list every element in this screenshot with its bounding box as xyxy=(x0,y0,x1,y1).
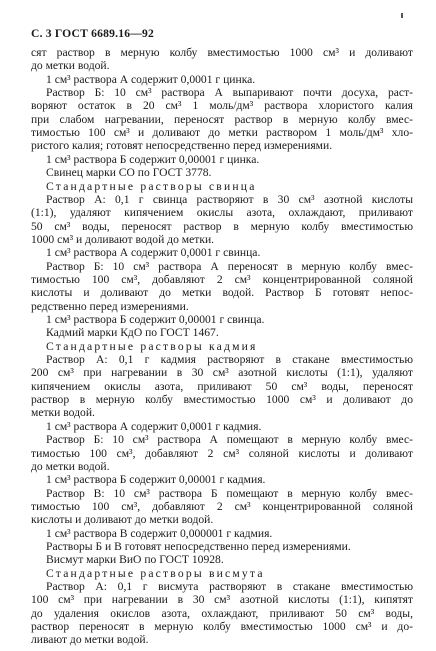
text-line: Раствор Б: 10 см³ раствора А выпаривают почти досуха, раст- xyxy=(46,86,413,99)
text-line: Раствор В: 10 см³ раствора Б помещают в мерную колбу вмес- xyxy=(46,486,413,500)
text-line: воряют остаток в 20 см³ 1 моль/дм³ раствора хлористого калия xyxy=(31,99,413,113)
text-line: 1 см³ раствора Б содержит 0,00001 г кадмия. xyxy=(46,473,266,487)
text-line: Висмут марки ВиО по ГОСТ 10928. xyxy=(46,553,224,567)
text-line: метки водой. xyxy=(31,406,95,420)
text-line: Раствор Б: 10 см³ раствора А помещают в мерную колбу вмес- xyxy=(46,433,413,447)
page-header: С. 3 ГОСТ 6689.16—92 xyxy=(31,27,154,40)
text-line: 200 см³ при нагревании в 30 см³ азотной кислоты (1:1), удаляют xyxy=(31,366,413,380)
text-line: при слабом нагревании, переносят раствор в мерную колбу вмес- xyxy=(31,112,413,126)
text-line: 100 см³ при нагревании в 30 см³ азотной кислоты (1:1), кипятят xyxy=(31,593,413,607)
text-line: 1 см³ раствора Б содержит 0,00001 г цинка. xyxy=(46,152,260,166)
text-line: Раствор А: 0,1 г свинца растворяют в 30 см³ азотной кислоты xyxy=(46,192,413,206)
text-line: тимостью 100 см³, добавляют 2 см³ концентрированной соляной xyxy=(31,272,413,286)
text-line: кипячением окислы азота, приливают 50 см³ воды, переносят xyxy=(31,379,413,393)
text-line: Раствор Б: 10 см³ раствора А переносят в мерную колбу вмес- xyxy=(46,259,413,273)
text-line: Раствор А: 0,1 г висмута растворяют в стакане вместимостью xyxy=(46,580,413,593)
text-line: сят раствор в мерную колбу вместимостью 1000 см³ и доливают xyxy=(31,46,413,59)
text-line: (1:1), удаляют кипячением окислы азота, охлаждают, приливают xyxy=(31,206,413,220)
text-line: Свинец марки СО по ГОСТ 3778. xyxy=(46,166,212,180)
text-line: до метки водой. xyxy=(31,59,110,73)
section-heading-стандартные-растворы-кадмия: Стандартные растворы кадмия xyxy=(46,339,258,353)
text-line: 1 см³ раствора А содержит 0,0001 г цинка. xyxy=(46,72,256,86)
text-line: тимостью 100 см³, добавляют 2 см³ концентрированной соляной xyxy=(31,499,413,513)
section-heading-стандартные-растворы-висмута: Стандартные растворы висмута xyxy=(46,566,265,580)
text-line: 1 см³ раствора А содержит 0,0001 г свинца. xyxy=(46,246,261,260)
text-line: 1 см³ раствора Б содержит 0,00001 г свинца. xyxy=(46,313,265,326)
text-line: ливают до метки водой. xyxy=(31,633,149,647)
text-line: Растворы Б и В готовят непосредственно перед измерениями. xyxy=(46,540,351,553)
text-line: 1 см³ раствора В содержит 0,000001 г кадмия. xyxy=(46,526,273,540)
section-heading-стандартные-растворы-свинца: Стандартные растворы свинца xyxy=(46,179,257,193)
text-line: кислоты и доливают до метки водой. xyxy=(31,513,214,527)
text-line: редственно перед измерениями. xyxy=(31,299,189,313)
text-line: 50 см³ воды, переносят раствор в мерную колбу вместимостью xyxy=(31,219,413,233)
text-line: 1000 см³ и доливают водой до метки. xyxy=(31,232,215,246)
text-line: до удаления окислов азота, охлаждают, приливают 50 см³ воды, xyxy=(31,606,413,620)
margin-tick-mark xyxy=(401,13,403,18)
text-line: раствор переносят в мерную колбу вместимостью 1000 см³ и до- xyxy=(31,620,413,633)
text-line: раствор в мерную колбу вместимостью 1000 см³ и доливают до xyxy=(31,393,413,407)
text-line: тимостью 100 см³ и доливают до метки раствором 1 моль/дм³ хло- xyxy=(31,126,413,140)
text-line: ристого калия; готовят непосредственно перед измерениями. xyxy=(31,139,333,153)
text-line: до метки водой. xyxy=(31,459,110,473)
text-line: 1 см³ раствора А содержит 0,0001 г кадмия. xyxy=(46,419,262,433)
text-line: Раствор А: 0,1 г кадмия растворяют в стакане вместимостью xyxy=(46,353,413,367)
text-line: кислоты и доливают до метки водой. Раствор Б готовят непос- xyxy=(31,286,413,300)
text-line: тимостью 100 см³, добавляют 2 см³ соляной кислоты и доливают xyxy=(31,446,413,460)
text-line: Кадмий марки КдО по ГОСТ 1467. xyxy=(46,326,219,340)
